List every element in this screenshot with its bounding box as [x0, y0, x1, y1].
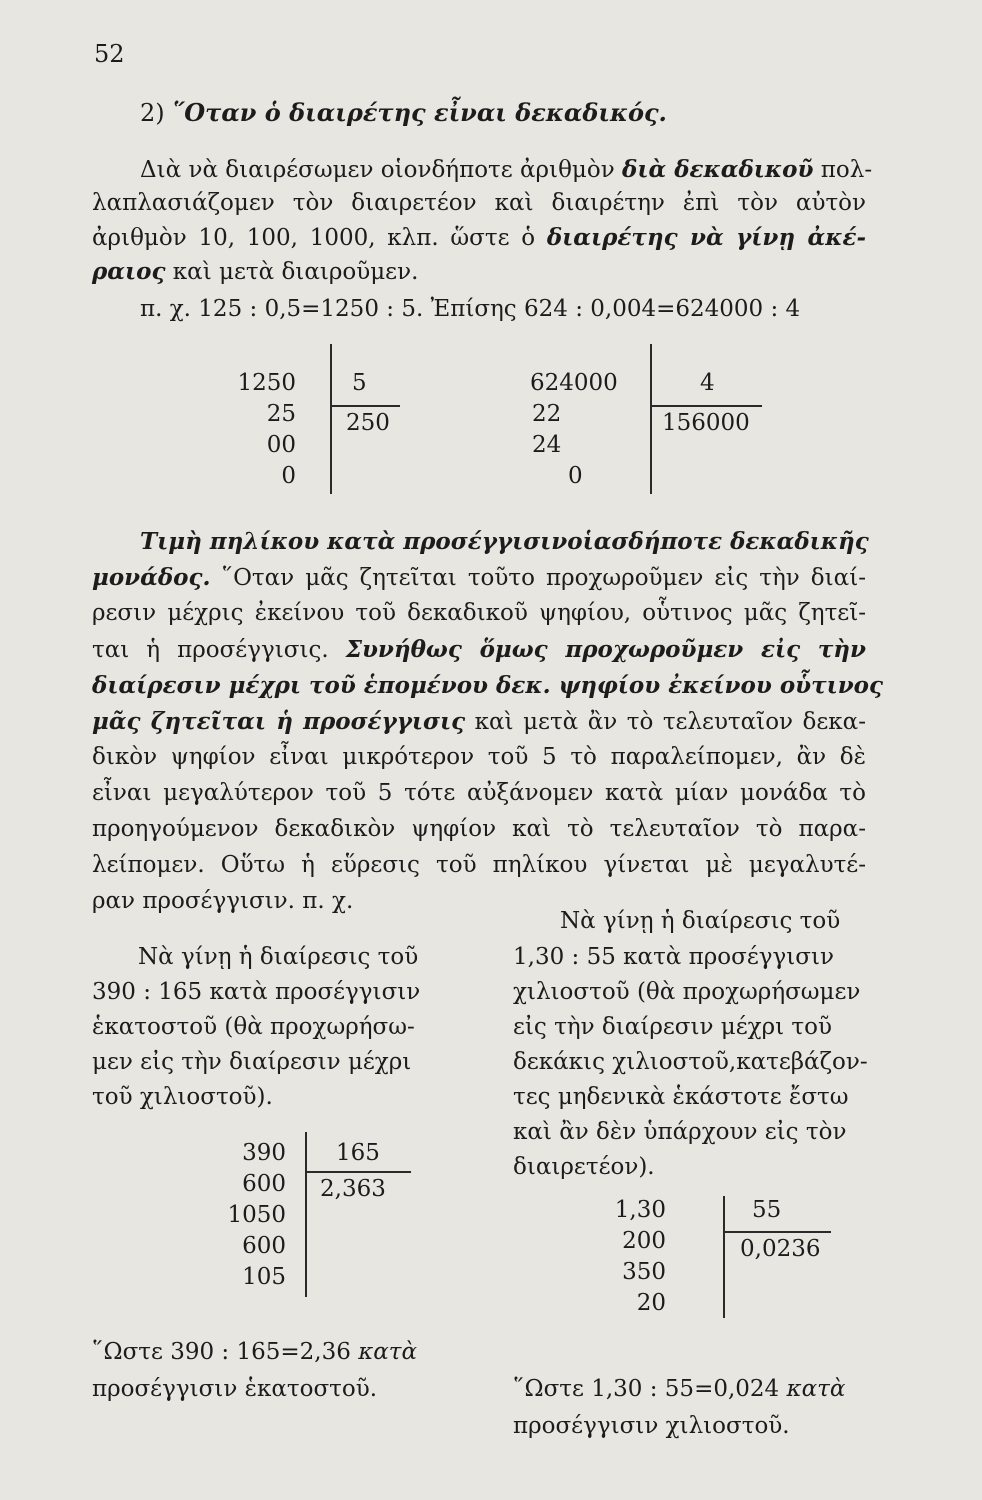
approx-line-9: προηγούμενον δεκαδικὸν ψηφίον καὶ τὸ τελευταῖον τὸ παρα- — [92, 816, 866, 842]
example-left-line: 390 : 165 κατὰ προσέγγισιν — [92, 979, 421, 1005]
division-1-step: 0 — [281, 463, 296, 489]
division-3-divisor: 165 — [336, 1140, 380, 1166]
intro-l1-c: πολ- — [813, 157, 873, 183]
example-right-line: διαιρετέον). — [513, 1154, 655, 1180]
division-3-step: 390 — [242, 1140, 286, 1166]
division-2-horizontal-bar — [650, 405, 762, 407]
example-right-result-2: προσέγγισιν χιλιοστοῦ. — [513, 1413, 790, 1439]
division-2-divisor: 4 — [700, 370, 715, 396]
division-4-step: 1,30 — [614, 1197, 666, 1223]
division-2-vertical-bar — [650, 344, 652, 494]
intro-l3-a: ἀριθμὸν 10, 100, 1000, κλπ. ὥστε ὁ — [92, 225, 547, 251]
approx-line-5: διαίρεσιν μέχρι τοῦ ἑπομένου δεκ. ψηφίου ἐκείνου οὗτινος — [92, 672, 884, 699]
division-2-dividend-steps — [530, 368, 618, 492]
example-right-line: εἰς τὴν διαίρεσιν μέχρι τοῦ — [513, 1014, 832, 1040]
page-number: 52 — [94, 40, 125, 68]
division-3-dividend-steps — [198, 1138, 286, 1293]
approx-line-1 — [140, 525, 869, 559]
approx-line-10: λείπομεν. Οὕτω ἡ εὕρεσις τοῦ πηλίκου γίνεται μὲ μεγαλυτέ- — [92, 852, 866, 878]
example-right-result — [513, 1372, 845, 1407]
division-3-quotient: 2,363 — [320, 1176, 386, 1202]
example-left-line: Νὰ γίνῃ ἡ διαίρεσις τοῦ — [138, 944, 419, 970]
division-3-step: 1050 — [227, 1202, 286, 1228]
example-left-line: μεν εἰς τὴν διαίρεσιν μέχρι — [92, 1049, 412, 1075]
intro-line-2: λαπλασιάζομεν τὸν διαιρετέον καὶ διαιρέτην ἐπὶ τὸν αὐτὸν — [92, 190, 866, 216]
approx-l4-a: ται ἡ προσέγγισις. — [92, 637, 346, 663]
intro-line-1 — [140, 153, 873, 187]
intro-line-4 — [92, 255, 418, 289]
division-3-horizontal-bar — [305, 1171, 411, 1173]
intro-l1-b: διὰ δεκαδικοῦ — [622, 156, 814, 183]
division-1-vertical-bar — [330, 344, 332, 494]
approx-line-4 — [92, 633, 866, 667]
intro-line-3 — [92, 221, 866, 255]
approx-l2-a: μονάδος. — [92, 564, 211, 591]
division-2-step: 24 — [532, 432, 562, 458]
approx-line-11: ραν προσέγγισιν. π. χ. — [92, 888, 354, 914]
division-4-quotient: 0,0236 — [740, 1236, 821, 1262]
approx-l6-b: καὶ μετὰ ἂν τὸ τελευταῖον δεκα- — [465, 709, 866, 735]
example-left-result-2: προσέγγισιν ἑκατοστοῦ. — [92, 1376, 378, 1402]
division-1-divisor: 5 — [352, 370, 367, 396]
example-right-line: χιλιοστοῦ (θὰ προχωρήσωμεν — [513, 979, 861, 1005]
section-heading-text: ῞Οταν ὁ διαιρέτης εἶναι δεκαδικός. — [172, 98, 667, 127]
division-3-vertical-bar — [305, 1132, 307, 1297]
approx-line-7: δικὸν ψηφίον εἶναι μικρότερον τοῦ 5 τὸ παραλείπομεν, ἂν δὲ — [92, 744, 866, 770]
intro-l4-b: καὶ μετὰ διαιροῦμεν. — [165, 259, 419, 285]
division-1-horizontal-bar — [330, 405, 400, 407]
division-1-step: 1250 — [237, 370, 296, 396]
section-heading-number: 2) — [140, 99, 173, 127]
example-right-line: δεκάκις χιλιοστοῦ,κατεβάζον- — [513, 1049, 868, 1075]
division-1-step: 25 — [266, 401, 296, 427]
division-4-divisor: 55 — [752, 1197, 782, 1223]
division-4-dividend-steps — [590, 1195, 666, 1319]
example-left-result — [92, 1335, 417, 1370]
division-4-horizontal-bar — [723, 1231, 831, 1233]
example-right-line: Νὰ γίνῃ ἡ διαίρεσις τοῦ — [560, 908, 841, 934]
division-3-step: 105 — [242, 1264, 286, 1290]
division-2-step: 0 — [568, 463, 583, 489]
division-1-step: 00 — [266, 432, 296, 458]
division-1-dividend-steps — [220, 368, 296, 492]
division-4-step: 20 — [636, 1290, 666, 1316]
approx-l1-a: Τιμὴ πηλίκου κατὰ προσέγγισιν — [140, 528, 568, 555]
approx-line-3: ρεσιν μέχρις ἐκείνου τοῦ δεκαδικοῦ ψηφίου, οὗτινος μᾶς ζητεῖ- — [92, 600, 866, 626]
intro-l4-a: ραιος — [92, 258, 166, 285]
division-4-vertical-bar — [723, 1196, 725, 1318]
division-4-step: 350 — [622, 1259, 666, 1285]
division-2-quotient: 156000 — [662, 410, 750, 436]
division-3-step: 600 — [242, 1233, 286, 1259]
example-right-result-a: ῞Ωστε 1,30 : 55=0,024 — [513, 1376, 787, 1402]
section-heading — [140, 98, 667, 127]
division-1-quotient: 250 — [346, 410, 390, 436]
approx-l4-b: Συνήθως ὅμως προχωροῦμεν εἰς τὴν — [345, 636, 866, 663]
example-right-line: καὶ ἂν δὲν ὑπάρχουν εἰς τὸν — [513, 1119, 847, 1145]
division-2-step: 22 — [532, 401, 562, 427]
example-left-line: ἑκατοστοῦ (θὰ προχωρήσω- — [92, 1014, 415, 1040]
division-3-step: 600 — [242, 1171, 286, 1197]
approx-l1-b: οἱασδήποτε δεκαδικῆς — [567, 528, 869, 555]
approx-line-6 — [92, 705, 866, 739]
approx-line-8: εἶναι μεγαλύτερον τοῦ 5 τότε αὐξάνομεν κατὰ μίαν μονάδα τὸ — [92, 780, 866, 806]
division-4-step: 200 — [622, 1228, 666, 1254]
approx-l6-a: μᾶς ζητεῖται ἡ προσέγγισις — [92, 708, 466, 735]
example-left-result-a: ῞Ωστε 390 : 165=2,36 — [92, 1339, 359, 1365]
intro-l3-b: διαιρέτης νὰ γίνῃ ἀκέ- — [546, 224, 867, 251]
example-right-line: τες μηδενικὰ ἑκάστοτε ἔστω — [513, 1084, 849, 1110]
intro-line-5: π. χ. 125 : 0,5=1250 : 5. Ἐπίσης 624 : 0,004=624000 : 4 — [140, 296, 801, 322]
example-right-line: 1,30 : 55 κατὰ προσέγγισιν — [513, 944, 834, 970]
approx-l2-b: ῞Οταν μᾶς ζητεῖται τοῦτο προχωροῦμεν εἰς τὴν διαί- — [210, 565, 866, 591]
example-left-line: τοῦ χιλιοστοῦ). — [92, 1084, 273, 1110]
example-right-result-b: κατὰ — [786, 1376, 846, 1402]
approx-line-2 — [92, 561, 866, 595]
intro-l1-a: Διὰ νὰ διαιρέσωμεν οἱονδήποτε ἀριθμὸν — [140, 157, 623, 183]
division-2-step: 624000 — [530, 370, 618, 396]
example-left-result-b: κατὰ — [358, 1339, 418, 1365]
